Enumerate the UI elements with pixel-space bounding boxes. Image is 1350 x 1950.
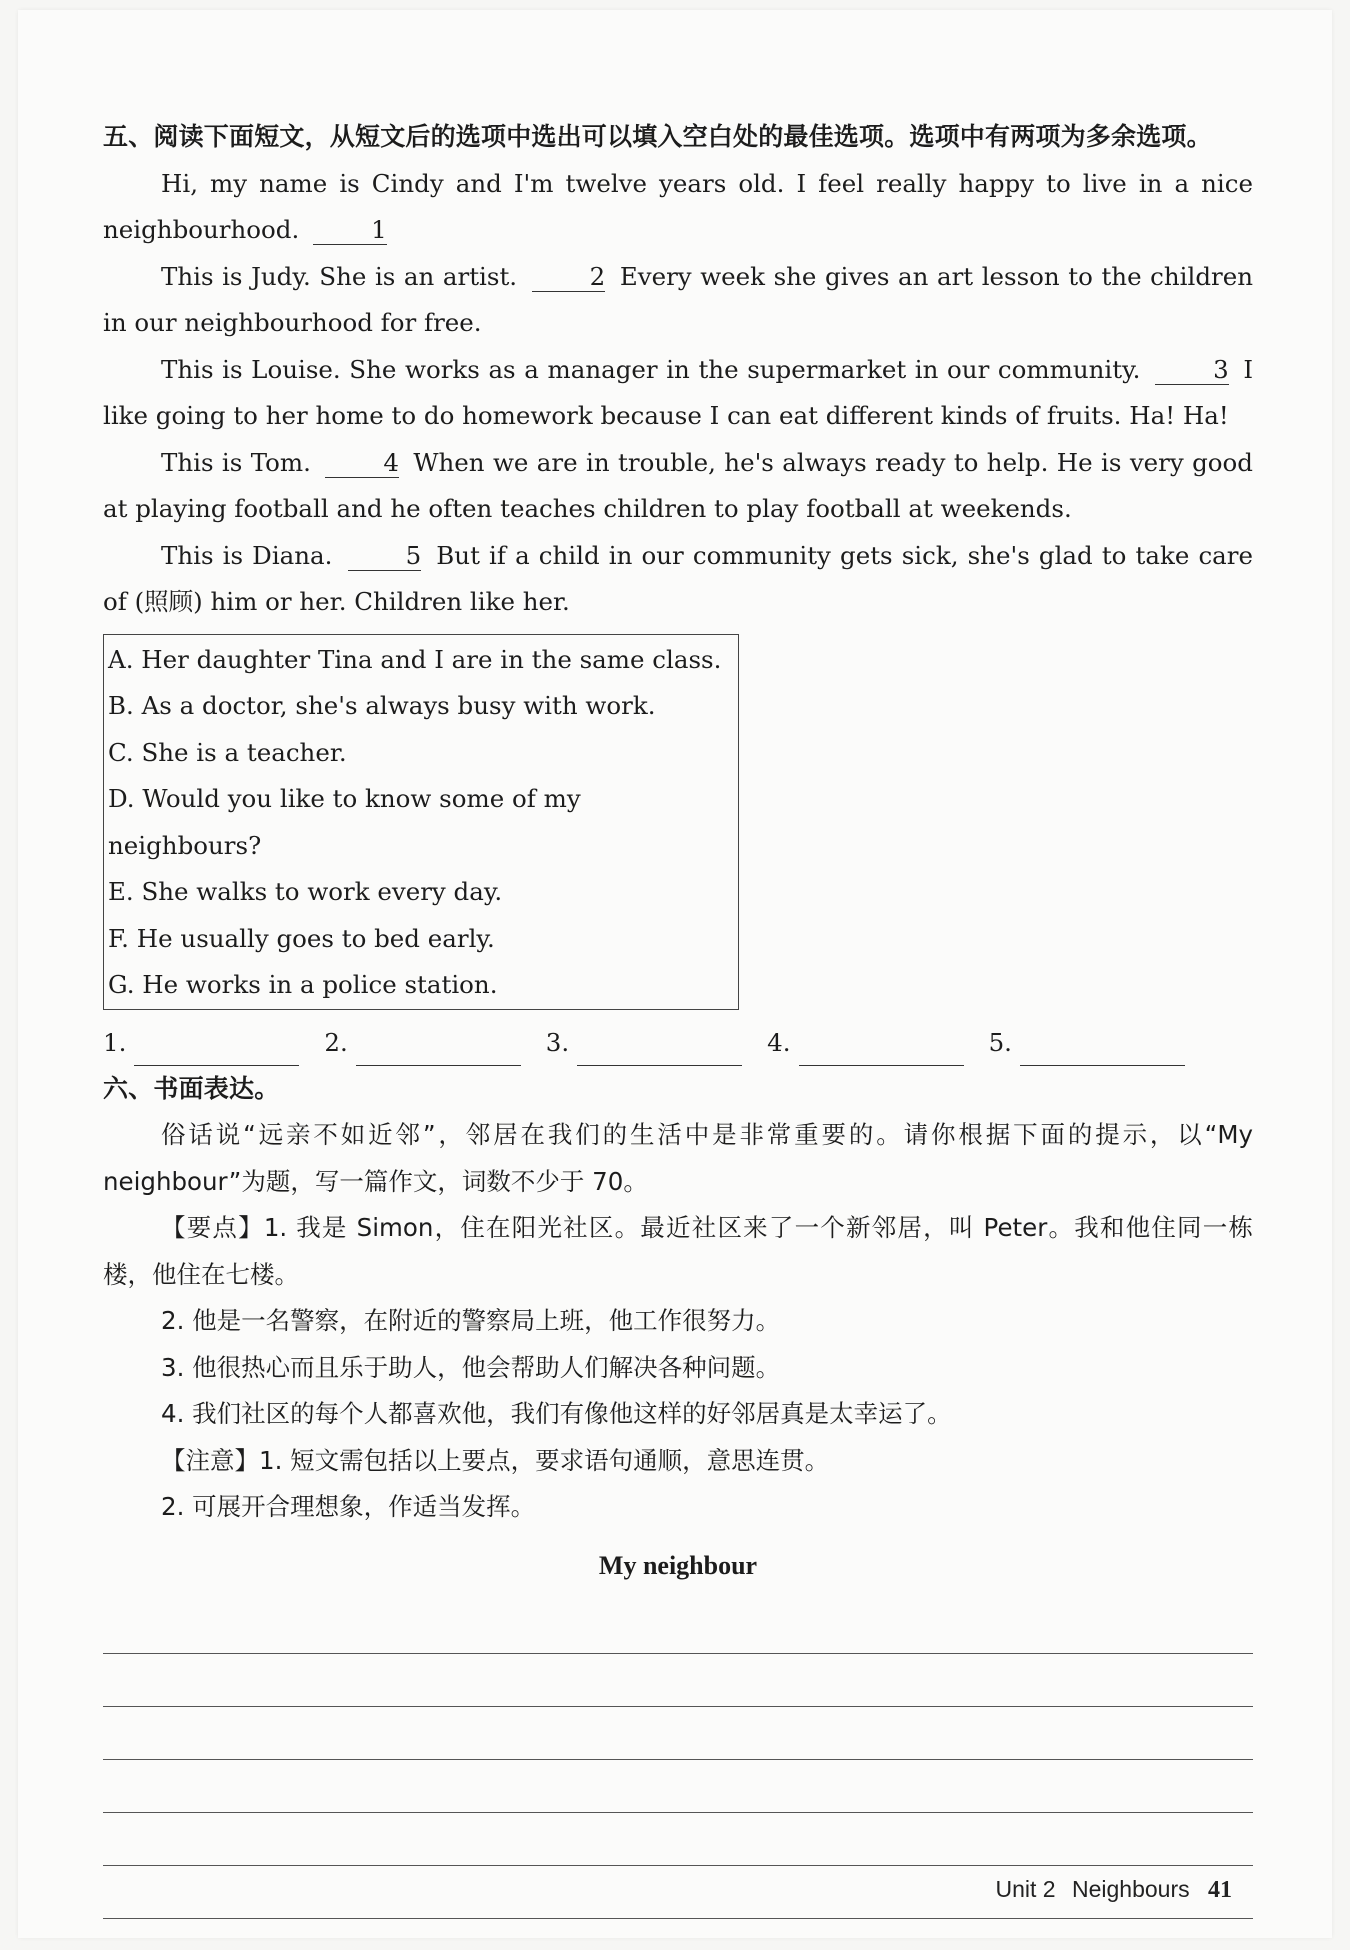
key-point-3: 3. 他很热心而且乐于助人，他会帮助人们解决各种问题。	[161, 1352, 781, 1382]
key-point-2: 2. 他是一名警察，在附近的警察局上班，他工作很努力。	[161, 1306, 781, 1335]
passage-paragraph-5	[103, 533, 1253, 626]
answer-slot-1[interactable]	[103, 1020, 299, 1066]
option-c: C. She is a teacher.	[108, 737, 347, 767]
answer-label: 3.	[545, 1027, 570, 1057]
option-d: D. Would you like to know some of my neighbours?	[108, 784, 581, 860]
answer-label: 1.	[103, 1027, 127, 1057]
key-point-4: 4. 我们社区的每个人都喜欢他，我们有像他这样的好邻居真是太幸运了。	[161, 1399, 952, 1428]
answer-label: 4.	[767, 1027, 791, 1057]
paragraph-text: When we are in trouble, he's always ready to help. He is very good at playing football and he often teaches children to play football at weekends.	[103, 447, 1253, 523]
answer-line[interactable]	[356, 1037, 521, 1066]
answer-slot-3[interactable]	[546, 1020, 742, 1066]
writing-line[interactable]	[103, 1813, 1253, 1866]
writing-intro: 俗话说“远亲不如近邻”，邻居在我们的生活中是非常重要的。请你根据下面的提示，以“My neighbour”为题，写一篇作文，词数不少于 70。	[103, 1120, 1253, 1196]
writing-line[interactable]	[103, 1601, 1253, 1654]
answer-line[interactable]	[577, 1037, 742, 1066]
writing-line[interactable]	[103, 1654, 1253, 1707]
blank-2: 2	[532, 263, 606, 292]
paragraph-text: This is Tom.	[161, 447, 311, 477]
essay-title: My neighbour	[598, 1550, 758, 1580]
answer-line[interactable]	[134, 1037, 299, 1066]
section6-heading: 六、书面表达。	[103, 1073, 280, 1103]
note-1: 【注意】1. 短文需包括以上要点，要求语句通顺，意思连贯。	[161, 1445, 830, 1475]
writing-area[interactable]	[103, 1601, 1253, 1919]
paragraph-text: I like going to her home to do homework because I can eat different kinds of fruits. Ha! Ha!	[103, 354, 1253, 430]
page-number: 41	[1208, 1877, 1232, 1903]
paragraph-text: This is Judy. She is an artist.	[161, 261, 518, 291]
passage-paragraph-4	[103, 440, 1253, 533]
note-2: 2. 可展开合理想象，作适当发挥。	[161, 1492, 536, 1521]
workbook-page	[18, 10, 1332, 1938]
option-b: B. As a doctor, she's always busy with work.	[108, 691, 656, 720]
paragraph-text: This is Louise. She works as a manager in the supermarket in our community.	[161, 354, 1141, 384]
options-box	[103, 634, 739, 1010]
answer-label: 2.	[324, 1027, 348, 1057]
option-e: E. She walks to work every day.	[108, 877, 503, 906]
unit-label: Unit 2	[995, 1876, 1056, 1902]
unit-topic: Neighbours	[1071, 1876, 1190, 1902]
option-a: A. Her daughter Tina and I are in the same class.	[108, 644, 722, 674]
blank-3: 3	[1155, 356, 1229, 385]
passage-paragraph-2	[103, 254, 1253, 347]
paragraph-text: But if a child in our community gets sick, she's glad to take care of (照顾) him or her. Children like her.	[103, 540, 1253, 616]
answer-row	[103, 1020, 1253, 1066]
paragraph-text: Hi, my name is Cindy and I'm twelve years old. I feel really happy to live in a nice neighbourhood.	[103, 168, 1253, 244]
answer-label: 5.	[988, 1027, 1012, 1057]
writing-line[interactable]	[103, 1760, 1253, 1813]
answer-line[interactable]	[1020, 1037, 1185, 1066]
passage-paragraph-1	[103, 161, 1253, 254]
page-content	[103, 114, 1253, 1919]
key-point-1: 【要点】1. 我是 Simon，住在阳光社区。最近社区来了一个新邻居，叫 Peter。我和他住同一栋楼，他住在七楼。	[103, 1213, 1253, 1289]
answer-line[interactable]	[799, 1037, 964, 1066]
answer-slot-4[interactable]	[767, 1020, 963, 1066]
option-g: G. He works in a police station.	[108, 970, 498, 999]
paragraph-text: Every week she gives an art lesson to the children in our neighbourhood for free.	[103, 261, 1253, 337]
answer-slot-2[interactable]	[324, 1020, 520, 1066]
page-footer	[995, 1876, 1232, 1904]
answer-slot-5[interactable]	[989, 1020, 1185, 1066]
blank-1: 1	[313, 216, 387, 245]
option-f: F. He usually goes to bed early.	[108, 923, 495, 953]
blank-4: 4	[325, 449, 399, 478]
paragraph-text: This is Diana.	[161, 540, 333, 570]
section5-heading: 五、阅读下面短文，从短文后的选项中选出可以填入空白处的最佳选项。选项中有两项为多余选项。	[103, 122, 1212, 151]
passage-paragraph-3	[103, 347, 1253, 440]
writing-line[interactable]	[103, 1707, 1253, 1760]
blank-5: 5	[348, 542, 422, 571]
